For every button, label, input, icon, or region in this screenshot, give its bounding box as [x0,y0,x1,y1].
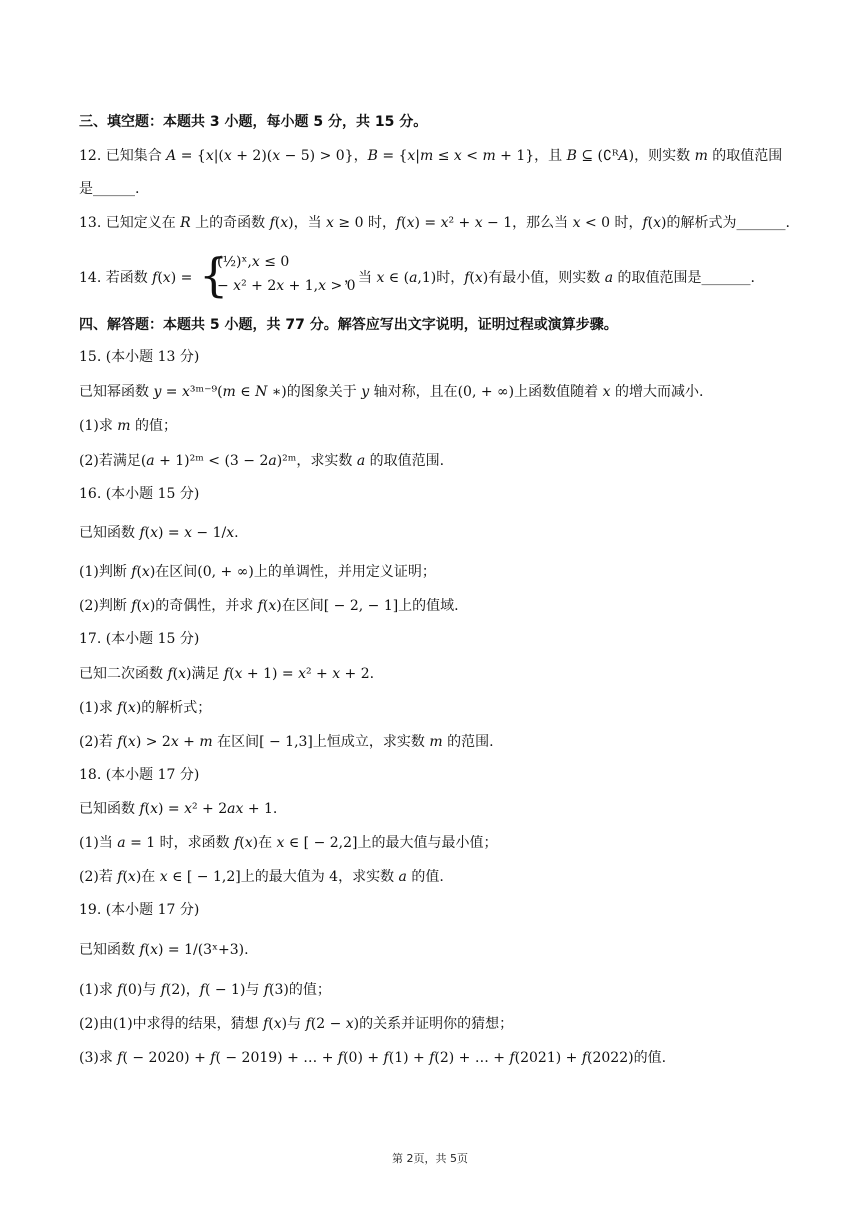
section-4-heading: 四、解答题：本题共 5 小题，共 77 分。解答应写出文字说明，证明过程或演算步骤。 [79,317,618,333]
question-18-part-2: (2)若 𝑓(𝑥)在 𝑥 ∈ [ − 1,2]上的最大值为 4，求实数 𝑎 的值. [79,869,444,885]
question-17-part-2: (2)若 𝑓(𝑥) > 2𝑥 + 𝑚 在区间[ − 1,3]上恒成立，求实数 𝑚 的范围. [79,734,494,750]
question-16-title: 16. (本小题 15 分) [79,486,200,502]
question-17-title: 17. (本小题 15 分) [79,631,200,647]
question-16-stem: 已知函数 𝑓(𝑥) = 𝑥 − 1/𝑥. [79,525,239,541]
question-18-title: 18. (本小题 17 分) [79,767,200,783]
question-15-stem: 已知幂函数 𝑦 = 𝑥³ᵐ⁻⁹(𝑚 ∈ 𝑁 ∗)的图象关于 𝑦 轴对称，且在(0, + ∞)上函数值随着 𝑥 的增大而减小. [79,384,704,400]
question-19-stem: 已知函数 𝑓(𝑥) = 1/(3ˣ+3). [79,942,249,958]
question-19-part-2: (2)由(1)中求得的结果，猜想 𝑓(𝑥)与 𝑓(2 − 𝑥)的关系并证明你的猜想； [79,1016,514,1032]
question-14-prefix: 14. 若函数 𝑓(𝑥) = [79,270,193,286]
question-16-part-2: (2)判断 𝑓(𝑥)的奇偶性，并求 𝑓(𝑥)在区间[ − 2, − 1]上的值域. [79,598,459,614]
question-17-stem: 已知二次函数 𝑓(𝑥)满足 𝑓(𝑥 + 1) = 𝑥² + 𝑥 + 2. [79,666,375,682]
question-19-part-1: (1)求 𝑓(0)与 𝑓(2)，𝑓( − 1)与 𝑓(3)的值； [79,982,331,998]
piecewise-case-2: − 𝑥² + 2𝑥 + 1,𝑥 > 0 [217,278,356,294]
question-18-stem: 已知函数 𝑓(𝑥) = 𝑥² + 2𝑎𝑥 + 1. [79,801,278,817]
question-12-line-1: 12. 已知集合 𝐴 = {𝑥|(𝑥 + 2)(𝑥 − 5) > 0}，𝐵 = {𝑥|𝑚 ≤ 𝑥 < 𝑚 + 1}，且 𝐵 ⊆ (∁ᴿ𝐴)，则实数 𝑚 的取值范围 [79,148,783,164]
question-18-part-1: (1)当 𝑎 = 1 时，求函数 𝑓(𝑥)在 𝑥 ∈ [ − 2,2]上的最大值与最小值； [79,835,498,851]
page-footer: 第 2页，共 5页 [392,1152,468,1165]
question-17-part-1: (1)求 𝑓(𝑥)的解析式； [79,700,212,716]
question-14-suffix: ，当 𝑥 ∈ (𝑎,1)时，𝑓(𝑥)有最小值，则实数 𝑎 的取值范围是_______. [344,270,755,286]
question-19-part-3: (3)求 𝑓( − 2020) + 𝑓( − 2019) + … + 𝑓(0) + 𝑓(1) + 𝑓(2) + … + 𝑓(2021) + 𝑓(2022)的值. [79,1050,667,1066]
section-3-heading: 三、填空题：本题共 3 小题，每小题 5 分，共 15 分。 [79,114,428,130]
question-16-part-1: (1)判断 𝑓(𝑥)在区间(0, + ∞)上的单调性，并用定义证明； [79,564,436,580]
question-15-title: 15. (本小题 13 分) [79,349,200,365]
piecewise-brace: { [199,248,229,302]
question-15-part-1: (1)求 𝑚 的值； [79,418,178,434]
question-15-part-2: (2)若满足(𝑎 + 1)²ᵐ < (3 − 2𝑎)²ᵐ，求实数 𝑎 的取值范围. [79,453,445,469]
question-12-line-2: 是______. [79,181,140,197]
question-14 [79,248,779,303]
question-13: 13. 已知定义在 𝑅 上的奇函数 𝑓(𝑥)，当 𝑥 ≥ 0 时，𝑓(𝑥) = 𝑥² + 𝑥 − 1，那么当 𝑥 < 0 时，𝑓(𝑥)的解析式为_______. [79,215,790,231]
question-19-title: 19. (本小题 17 分) [79,902,200,918]
piecewise-case-1: (½)ˣ,𝑥 ≤ 0 [217,254,290,270]
